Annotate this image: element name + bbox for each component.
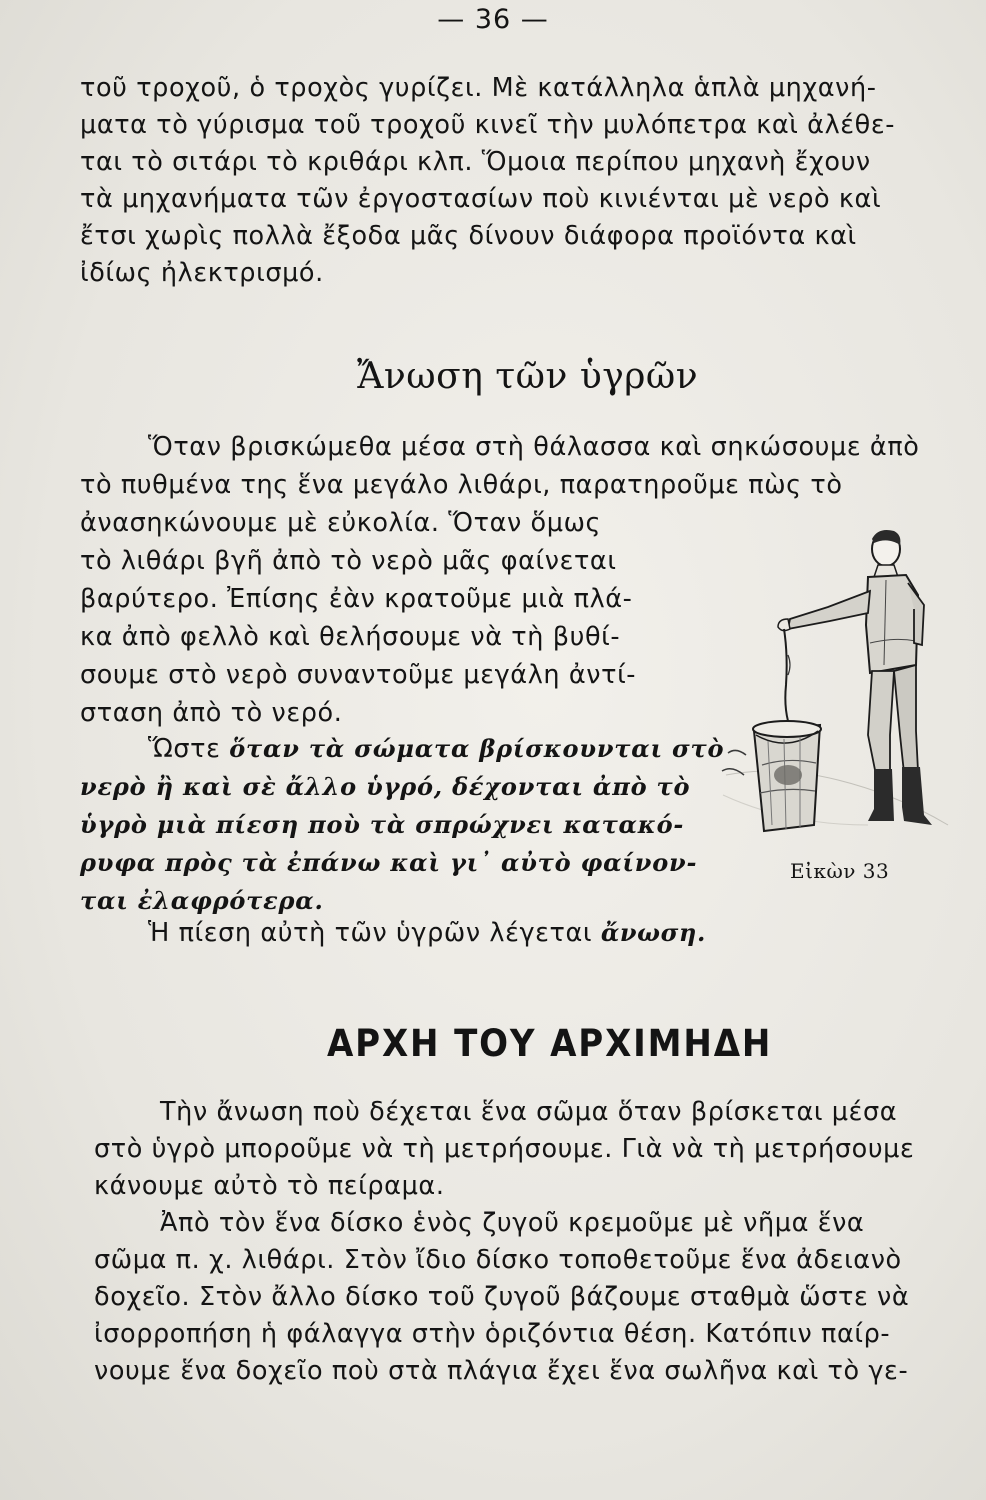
text-line: βαρύτερο. Ἐπίσης ἐὰν κρατοῦμε μιὰ πλά- <box>80 584 633 614</box>
text-line: Ὅταν βρισκώμεθα μέσα στὴ θάλασσα καὶ σηκώσουμε ἀπὸ <box>148 432 920 462</box>
conclusion-emphasis: ὅταν τὰ σώματα βρίσκουνται στὸ <box>229 734 725 763</box>
section-heading-archimedes: ΑΡΧΗ ΤΟΥ ΑΡΧΙΜΗΔΗ <box>327 1022 773 1065</box>
definition-term: ἄνωση. <box>600 918 706 947</box>
text-line: τὸ πυθμένα της ἕνα μεγάλο λιθάρι, παρατηροῦμε πὼς τὸ <box>80 470 843 500</box>
text-line: ματα τὸ γύρισμα τοῦ τροχοῦ κινεῖ τὴν μυλόπετρα καὶ ἀλέθε- <box>80 110 896 140</box>
text-line: κα ἀπὸ φελλὸ καὶ θελήσουμε νὰ τὴ βυθί- <box>80 622 621 652</box>
conclusion-line: ρυφα πρὸς τὰ ἐπάνω καὶ γι᾽ αὐτὸ φαίνον- <box>80 848 698 877</box>
text-line: ἰσορροπήση ἡ φάλαγγα στὴν ὁριζόντια θέση. Κατόπιν παίρ- <box>94 1319 891 1349</box>
text-line: Τὴν ἄνωση ποὺ δέχεται ἕνα σῶμα ὅταν βρίσκεται μέσα <box>160 1097 898 1127</box>
text-line: σταση ἀπὸ τὸ νερό. <box>80 698 343 728</box>
text-line: κάνουμε αὐτὸ τὸ πείραμα. <box>94 1171 445 1201</box>
text-line: ἔτσι χωρὶς πολλὰ ἔξοδα μᾶς δίνουν διάφορα προϊόντα καὶ <box>80 221 857 251</box>
figure-caption: Εἰκὼν 33 <box>790 859 890 883</box>
section-heading-buoyancy: Ἄνωση τῶν ὑγρῶν <box>357 356 699 397</box>
text-line: τὰ μηχανήματα τῶν ἐργοστασίων ποὺ κινιένται μὲ νερὸ καὶ <box>80 184 882 214</box>
text-line: σῶμα π. χ. λιθάρι. Στὸν ἴδιο δίσκο τοποθετοῦμε ἕνα ἀδειανὸ <box>94 1245 902 1275</box>
text-line: Ἀπὸ τὸν ἕνα δίσκο ἑνὸς ζυγοῦ κρεμοῦμε μὲ νῆμα ἕνα <box>160 1208 865 1238</box>
text-line: στὸ ὑγρὸ μποροῦμε νὰ τὴ μετρήσουμε. Γιὰ νὰ τὴ μετρήσουμε <box>94 1134 915 1164</box>
text-line: νουμε ἕνα δοχεῖο ποὺ στὰ πλάγια ἔχει ἕνα σωλῆνα καὶ τὸ γε- <box>94 1356 909 1386</box>
definition-line <box>148 915 706 951</box>
figure-boy-with-bucket <box>718 525 958 855</box>
text-line: δοχεῖο. Στὸν ἄλλο δίσκο τοῦ ζυγοῦ βάζουμε σταθμὰ ὥστε νὰ <box>94 1282 910 1312</box>
text-line: τοῦ τροχοῦ, ὁ τροχὸς γυρίζει. Μὲ κατάλληλα ἁπλὰ μηχανή- <box>80 73 877 103</box>
conclusion-prefix: Ὥστε <box>148 734 230 764</box>
text-line: ἀνασηκώνουμε μὲ εὐκολία. Ὅταν ὅμως <box>80 508 602 538</box>
conclusion-line: ται ἐλαφρότερα. <box>80 886 324 915</box>
page-number: — 36 — <box>437 4 549 35</box>
conclusion-line: ὑγρὸ μιὰ πίεση ποὺ τὰ σπρώχνει κατακό- <box>80 810 685 839</box>
text-line: σουμε στὸ νερὸ συναντοῦμε μεγάλη ἀντί- <box>80 660 637 690</box>
text-line: ται τὸ σιτάρι τὸ κριθάρι κλπ. Ὅμοια περίπου μηχανὴ ἔχουν <box>80 147 871 177</box>
text-line: τὸ λιθάρι βγῆ ἀπὸ τὸ νερὸ μᾶς φαίνεται <box>80 546 617 576</box>
text-line: ἰδίως ἠλεκτρισμό. <box>80 258 324 288</box>
conclusion-line-1 <box>148 731 724 767</box>
conclusion-line: νερὸ ἢ καὶ σὲ ἄλλο ὑγρό, δέχονται ἀπὸ τὸ <box>80 772 691 801</box>
definition-text: Ἡ πίεση αὐτὴ τῶν ὑγρῶν λέγεται <box>148 918 601 948</box>
